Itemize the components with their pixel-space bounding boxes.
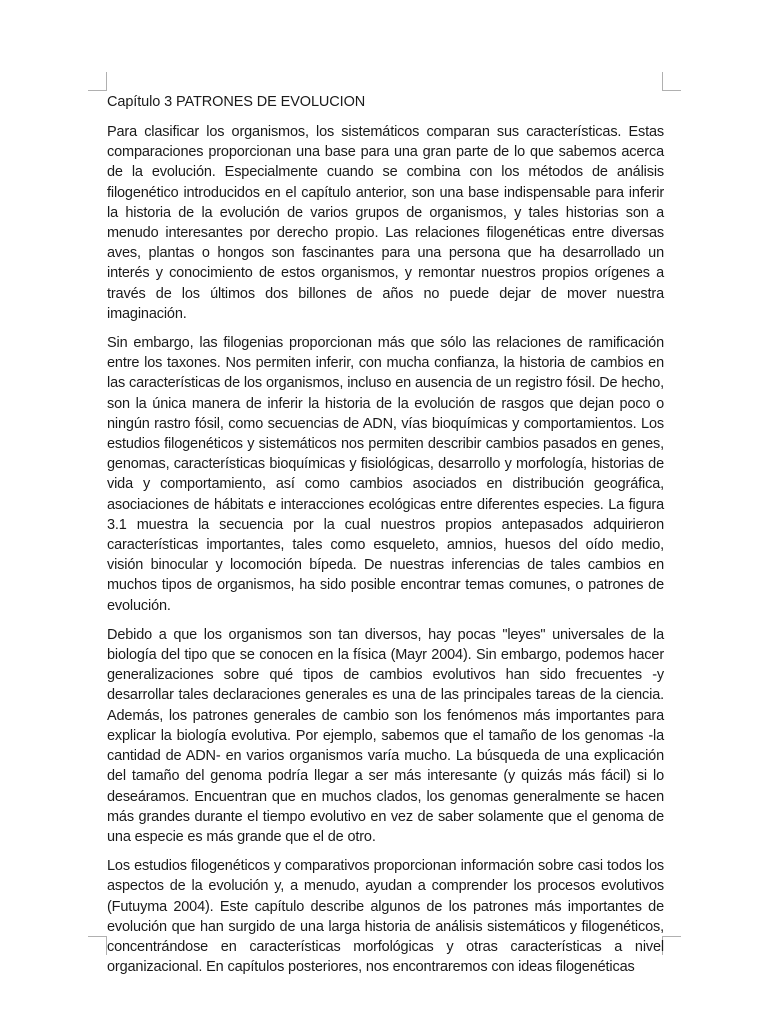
paragraph-3: Debido a que los organismos son tan diversos, hay pocas "leyes" universales de la biología del tipo que se conocen en la física (Mayr 2004). Sin embargo, podemos hacer generalizaciones sobre qué tipos de cambios evolutivos han sido frecuentes -y desarrollar tales declaraciones generales es una de las principales tareas de la ciencia. Además, los patrones generales de cambio son los fenómenos más importantes para explicar la biología evolutiva. Por ejemplo, sabemos que el tamaño de los genomas -la cantidad de ADN- en varios organismos varía mucho. La búsqueda de una explicación del tamaño del genoma podría llegar a ser más interesante (y quizás más fácil) si lo deseáramos. Encuentran que en muchos clados, los genomas generalmente se hacen más grandes durante el tiempo evolutivo en vez de saber solamente que el genoma de una especie es más grande que el de otro. xyxy=(107,626,664,845)
paragraph-2: Sin embargo, las filogenias proporcionan más que sólo las relaciones de ramificación entre los taxones. Nos permiten inferir, con mucha confianza, la historia de cambios en las características de los organismos, incluso en ausencia de un registro fósil. De hecho, son la única manera de inferir la historia de la evolución de rasgos que dejan poco o ningún rastro fósil, como secuencias de ADN, vías bioquímicas y comportamientos. Los estudios filogenéticos y sistemáticos nos permiten describir cambios pasados en genes, genomas, características bioquímicas y fisiológicas, desarrollo y morfología, historias de vida y comportamiento, así como cambios asociados en distribución geográfica, asociaciones de hábitats e interacciones ecológicas entre diferentes especies. La figura 3.1 muestra la secuencia por la cual nuestros propios antepasados adquirieron características importantes, tales como esqueleto, amnios, huesos del oído medio, visión binocular y locomoción bípeda. De nuestras inferencias de tales cambios en muchos tipos de organismos, ha sido posible encontrar temas comunes, o patrones de evolución. xyxy=(107,335,664,614)
crop-mark-top-right xyxy=(662,72,681,91)
paragraph-4: Los estudios filogenéticos y comparativos proporcionan información sobre casi todos los aspectos de la evolución y, a menudo, ayudan a comprender los procesos evolutivos (Futuyma 2004). Este capítulo describe algunos de los patrones más importantes de evolución que han surgido de una larga historia de análisis sistemáticos y filogenéticos, concentrándose en características morfológicas y otras características a nivel organizacional. En capítulos posteriores, nos encontraremos con ideas filogenéticas xyxy=(107,858,664,976)
page-content xyxy=(107,92,664,976)
chapter-title: Capítulo 3 PATRONES DE EVOLUCION xyxy=(107,94,366,110)
crop-mark-bottom-left xyxy=(88,936,107,955)
paragraph-1: Para clasificar los organismos, los sistemáticos comparan sus características. Estas comparaciones proporcionan una base para una gran parte de lo que sabemos acerca de la evolución. Especialmente cuando se combina con los métodos de análisis filogenético introducidos en el capítulo anterior, son una base indispensable para inferir la historia de la evolución de varios grupos de organismos, y tales historias son a menudo interesantes por derecho propio. Las relaciones filogenéticas entre diversas aves, plantas o hongos son fascinantes para una persona que ha desarrollado un interés y conocimiento de estos organismos, y remontar nuestros propios orígenes a través de los últimos dos billones de años no puede dejar de mover nuestra imaginación. xyxy=(107,124,664,322)
crop-mark-bottom-right xyxy=(662,936,681,955)
crop-mark-top-left xyxy=(88,72,107,91)
